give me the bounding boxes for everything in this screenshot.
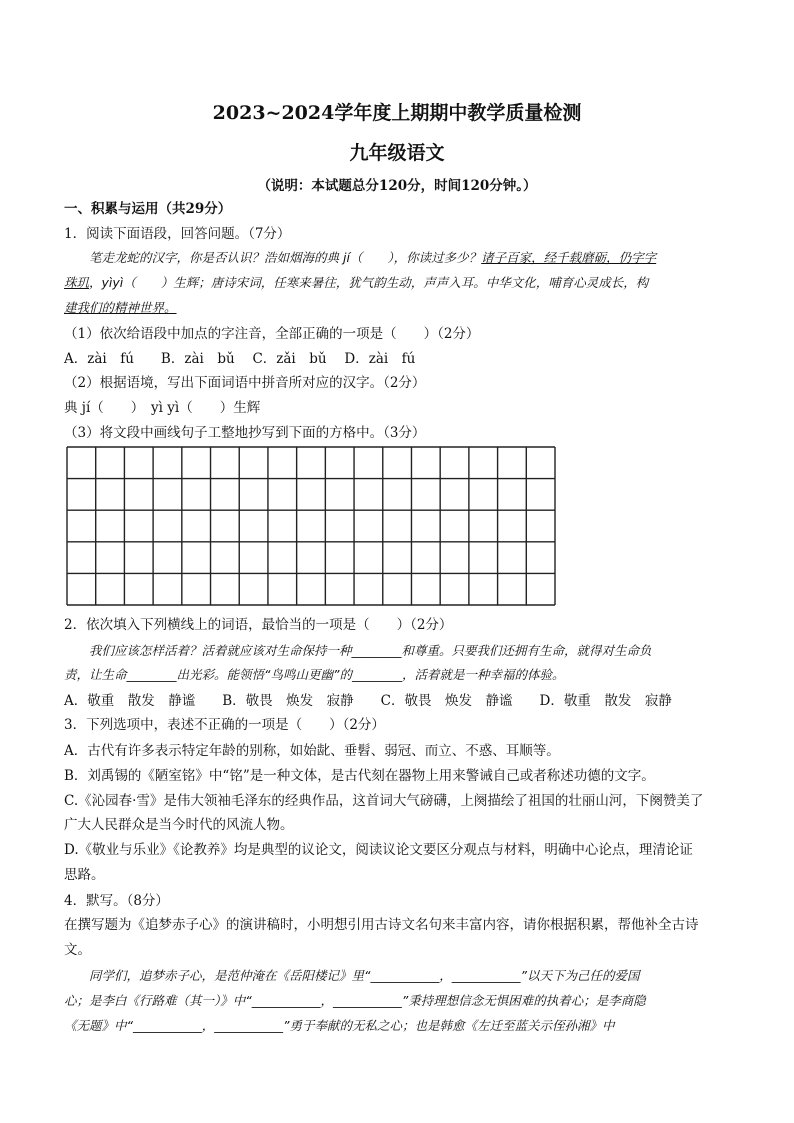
q1-passage-text: ，yìyì（ ）生辉；唐诗宋词，任寒来暑往，犹气韵生动，声声入耳。中华文化，哺育心灵成长，构 <box>89 275 649 290</box>
q1-passage-line <box>64 273 744 293</box>
q2-passage-line: 我们应该怎样活着？活着就应该对生命保持一种________和尊重。只要我们还拥有生命，就得对生命负 <box>64 643 652 658</box>
q3-option-c: C.《沁园春·雪》是伟大领袖毛泽东的经典作品，这首词大气磅礴，上阕描绘了祖国的壮丽山河，下阕赞美了 <box>64 793 704 809</box>
q1-stem: 1．阅读下面语段，回答问题。（7分） <box>64 226 291 242</box>
exam-note: （说明：本试题总分120分，时间120分钟。） <box>257 178 537 194</box>
q4-passage-line: 《无题》中“___________，___________”勇于奉献的无私之心；也是韩愈《左迁至蓝关示侄孙湘》中 <box>64 1018 615 1033</box>
q4-intro: 在撰写题为《追梦赤子心》的演讲稿时，小明想引用古诗文名句来丰富内容，请你根据积累，帮他补全古诗 <box>64 917 699 933</box>
q3-option-b: B．刘禹锡的《陋室铭》中“铭”是一种文体，是古代刻在器物上用来警诫自己或者称述功德的文字。 <box>64 768 655 784</box>
q3-stem: 3．下列选项中，表述不正确的一项是（ ）（2分） <box>64 717 385 733</box>
q1-sub3: （3）将文段中画线句子工整地抄写到下面的方格中。（3分） <box>64 425 426 441</box>
q1-underlined-text: 诸子百家，经千载磨砺，仍字字 <box>481 250 657 265</box>
answer-grid[interactable] <box>66 446 556 606</box>
q1-underlined-text: 建我们的精神世界。 <box>64 300 177 315</box>
exam-subject: 九年级语文 <box>349 142 445 164</box>
q4-passage-line: 同学们，追梦赤子心，是范仲淹在《岳阳楼记》里“___________，___________”以天下为己任的爱国 <box>64 968 640 983</box>
q1-sub1-options: A．zài fú B．zài bǔ C．zǎi bǔ D．zài fú <box>64 351 416 367</box>
section-heading: 一、积累与运用（共29分） <box>64 201 232 217</box>
answer-grid-lines <box>66 446 556 606</box>
q4-intro-cont: 文。 <box>64 942 91 958</box>
q3-option-d: D.《敬业与乐业》《论教养》均是典型的议论文，阅读议论文要区分观点与材料，明确中心论点，理清论证 <box>64 842 693 858</box>
q1-sub2-blanks: 典 jí（ ） yì yì（ ）生辉 <box>64 400 261 416</box>
q2-passage-line: 责，让生命________出光彩。能领悟“鸟鸣山更幽”的________，活着就是一种幸福的体验。 <box>64 667 565 682</box>
q3-option-c-cont: 广大人民群众是当今时代的风流人物。 <box>64 817 294 833</box>
q2-options: A．敬重 散发 静谧 B．敬畏 焕发 寂静 C．敬畏 焕发 静谧 D．敬重 散发 寂静 <box>64 693 672 709</box>
q3-option-d-cont: 思路。 <box>64 867 105 883</box>
q1-passage-line <box>64 248 744 268</box>
exam-title: 2023~2024学年度上期期中教学质量检测 <box>212 102 582 124</box>
q1-sub1: （1）依次给语段中加点的字注音，全部正确的一项是（ ）（2分） <box>64 326 480 342</box>
q4-passage-line: 心；是李白《行路难（其一）》中“___________，___________”秉持理想信念无惧困难的执着心；是李商隐 <box>64 993 646 1008</box>
q3-option-a: A．古代有许多表示特定年龄的别称，如始龀、垂髫、弱冠、而立、不惑、耳顺等。 <box>64 743 560 759</box>
q1-sub2: （2）根据语境，写出下面词语中拼音所对应的汉字。（2分） <box>64 375 426 391</box>
q2-stem: 2．依次填入下列横线上的词语，最恰当的一项是（ ）（2分） <box>64 617 453 633</box>
q1-underlined-text: 珠玑 <box>64 275 90 290</box>
q1-passage-text: 笔走龙蛇的汉字，你是否认识？浩如烟海的典 jí（ ），你读过多少？ <box>64 250 482 265</box>
q4-stem: 4．默写。（8分） <box>64 893 169 909</box>
